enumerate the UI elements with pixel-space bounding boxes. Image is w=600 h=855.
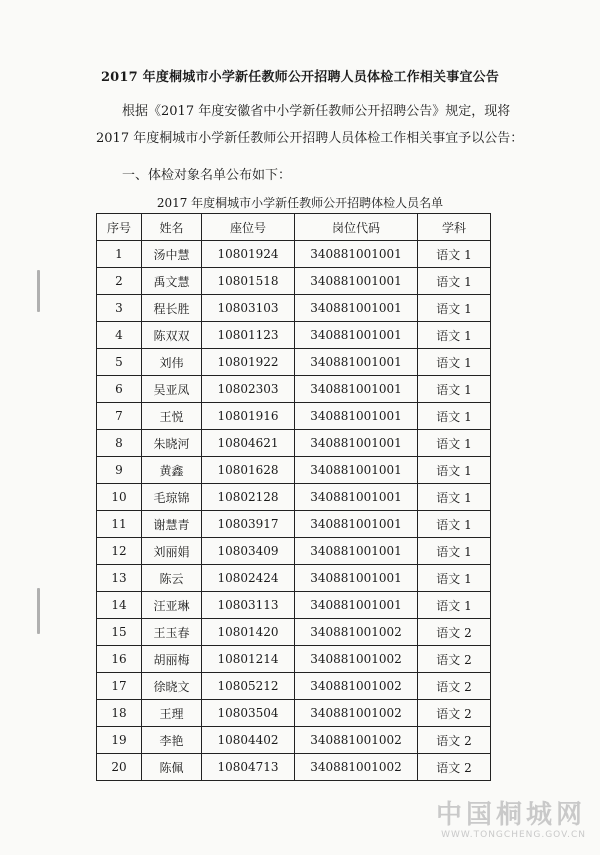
- cell-seat: 10801922: [202, 349, 295, 376]
- cell-post-code: 340881001001: [295, 376, 418, 403]
- cell-name: 吴亚凤: [142, 376, 202, 403]
- cell-index: 18: [97, 700, 142, 727]
- cell-seat: 10803917: [202, 511, 295, 538]
- watermark-logo-text: 中国桐城网: [435, 800, 586, 830]
- cell-name: 毛琼锦: [142, 484, 202, 511]
- table-row: [97, 619, 491, 646]
- header-name: 姓名: [142, 214, 202, 241]
- cell-index: 13: [97, 565, 142, 592]
- cell-index: 5: [97, 349, 142, 376]
- header-index: 序号: [97, 214, 142, 241]
- cell-subject: 语文 1: [418, 457, 491, 484]
- cell-name: 黄鑫: [142, 457, 202, 484]
- table-row: [97, 754, 491, 781]
- cell-subject: 语文 1: [418, 403, 491, 430]
- cell-name: 王理: [142, 700, 202, 727]
- cell-post-code: 340881001002: [295, 727, 418, 754]
- cell-seat: 10801628: [202, 457, 295, 484]
- cell-name: 禹文慧: [142, 268, 202, 295]
- table-row: [97, 241, 491, 268]
- cell-seat: 10805212: [202, 673, 295, 700]
- cell-post-code: 340881001001: [295, 538, 418, 565]
- cell-subject: 语文 1: [418, 322, 491, 349]
- cell-index: 9: [97, 457, 142, 484]
- page-title: 2017 年度桐城市小学新任教师公开招聘人员体检工作相关事宜公告: [100, 70, 500, 85]
- cell-subject: 语文 1: [418, 295, 491, 322]
- cell-index: 16: [97, 646, 142, 673]
- cell-subject: 语文 1: [418, 430, 491, 457]
- table-row: [97, 268, 491, 295]
- cell-name: 刘伟: [142, 349, 202, 376]
- cell-index: 3: [97, 295, 142, 322]
- cell-subject: 语文 2: [418, 646, 491, 673]
- cell-seat: 10801420: [202, 619, 295, 646]
- staple-mark-top: [37, 270, 40, 312]
- table-row: [97, 673, 491, 700]
- cell-index: 1: [97, 241, 142, 268]
- cell-subject: 语文 1: [418, 592, 491, 619]
- cell-seat: 10803504: [202, 700, 295, 727]
- cell-name: 刘丽娟: [142, 538, 202, 565]
- cell-name: 程长胜: [142, 295, 202, 322]
- cell-subject: 语文 1: [418, 268, 491, 295]
- cell-seat: 10803113: [202, 592, 295, 619]
- cell-index: 11: [97, 511, 142, 538]
- cell-post-code: 340881001001: [295, 430, 418, 457]
- cell-index: 4: [97, 322, 142, 349]
- cell-name: 胡丽梅: [142, 646, 202, 673]
- header-post-code: 岗位代码: [295, 214, 418, 241]
- table-caption: 2017 年度桐城市小学新任教师公开招聘体检人员名单: [156, 196, 444, 210]
- cell-name: 徐晓文: [142, 673, 202, 700]
- cell-post-code: 340881001001: [295, 565, 418, 592]
- table-row: [97, 484, 491, 511]
- cell-index: 10: [97, 484, 142, 511]
- cell-seat: 10801916: [202, 403, 295, 430]
- cell-subject: 语文 2: [418, 619, 491, 646]
- cell-seat: 10802128: [202, 484, 295, 511]
- table-header-row: [97, 214, 491, 241]
- watermark-url: WWW.TONGCHENG.GOV.CN: [441, 830, 586, 840]
- cell-seat: 10804621: [202, 430, 295, 457]
- cell-subject: 语文 1: [418, 241, 491, 268]
- cell-index: 6: [97, 376, 142, 403]
- section-heading: 一、体检对象名单公布如下：: [122, 168, 292, 183]
- cell-index: 12: [97, 538, 142, 565]
- cell-index: 2: [97, 268, 142, 295]
- cell-post-code: 340881001001: [295, 457, 418, 484]
- staple-mark-bottom: [37, 588, 40, 634]
- cell-seat: 10802303: [202, 376, 295, 403]
- cell-post-code: 340881001001: [295, 592, 418, 619]
- cell-post-code: 340881001001: [295, 295, 418, 322]
- cell-index: 17: [97, 673, 142, 700]
- table-row: [97, 592, 491, 619]
- cell-post-code: 340881001001: [295, 241, 418, 268]
- cell-subject: 语文 2: [418, 727, 491, 754]
- cell-post-code: 340881001002: [295, 700, 418, 727]
- table-row: [97, 295, 491, 322]
- cell-name: 陈双双: [142, 322, 202, 349]
- cell-seat: 10803103: [202, 295, 295, 322]
- cell-post-code: 340881001002: [295, 646, 418, 673]
- site-watermark: [436, 800, 586, 840]
- cell-post-code: 340881001002: [295, 673, 418, 700]
- table-row: [97, 322, 491, 349]
- cell-name: 谢慧青: [142, 511, 202, 538]
- cell-post-code: 340881001001: [295, 268, 418, 295]
- cell-seat: 10804402: [202, 727, 295, 754]
- cell-subject: 语文 1: [418, 376, 491, 403]
- cell-index: 7: [97, 403, 142, 430]
- intro-paragraph: [96, 98, 536, 152]
- cell-subject: 语文 1: [418, 484, 491, 511]
- table-row: [97, 403, 491, 430]
- cell-index: 20: [97, 754, 142, 781]
- table-body: [97, 241, 491, 781]
- table-row: [97, 538, 491, 565]
- cell-subject: 语文 1: [418, 511, 491, 538]
- cell-post-code: 340881001001: [295, 511, 418, 538]
- cell-seat: 10804713: [202, 754, 295, 781]
- cell-post-code: 340881001001: [295, 484, 418, 511]
- cell-post-code: 340881001001: [295, 322, 418, 349]
- table-row: [97, 430, 491, 457]
- table-row: [97, 565, 491, 592]
- table-row: [97, 376, 491, 403]
- cell-post-code: 340881001001: [295, 349, 418, 376]
- cell-subject: 语文 1: [418, 538, 491, 565]
- table-row: [97, 646, 491, 673]
- cell-index: 19: [97, 727, 142, 754]
- cell-seat: 10801518: [202, 268, 295, 295]
- header-subject: 学科: [418, 214, 491, 241]
- cell-seat: 10801214: [202, 646, 295, 673]
- cell-name: 朱晓河: [142, 430, 202, 457]
- cell-subject: 语文 2: [418, 700, 491, 727]
- header-seat: 座位号: [202, 214, 295, 241]
- cell-seat: 10803409: [202, 538, 295, 565]
- cell-index: 14: [97, 592, 142, 619]
- cell-post-code: 340881001002: [295, 619, 418, 646]
- cell-post-code: 340881001002: [295, 754, 418, 781]
- table-row: [97, 700, 491, 727]
- cell-post-code: 340881001001: [295, 403, 418, 430]
- cell-seat: 10801924: [202, 241, 295, 268]
- cell-name: 汤中慧: [142, 241, 202, 268]
- candidate-table: [96, 213, 491, 781]
- cell-name: 王悦: [142, 403, 202, 430]
- cell-name: 李艳: [142, 727, 202, 754]
- table-row: [97, 457, 491, 484]
- table-row: [97, 511, 491, 538]
- cell-name: 汪亚琳: [142, 592, 202, 619]
- table-row: [97, 727, 491, 754]
- table-row: [97, 349, 491, 376]
- cell-subject: 语文 1: [418, 349, 491, 376]
- cell-subject: 语文 1: [418, 565, 491, 592]
- intro-text: 根据《2017 年度安徽省中小学新任教师公开招聘公告》规定，现将 2017 年度桐城市小学新任教师公开招聘人员体检工作相关事宜予以公告：: [96, 104, 524, 146]
- cell-index: 8: [97, 430, 142, 457]
- cell-name: 陈云: [142, 565, 202, 592]
- cell-seat: 10801123: [202, 322, 295, 349]
- cell-subject: 语文 2: [418, 673, 491, 700]
- cell-seat: 10802424: [202, 565, 295, 592]
- cell-name: 陈佩: [142, 754, 202, 781]
- cell-index: 15: [97, 619, 142, 646]
- cell-subject: 语文 2: [418, 754, 491, 781]
- cell-name: 王玉春: [142, 619, 202, 646]
